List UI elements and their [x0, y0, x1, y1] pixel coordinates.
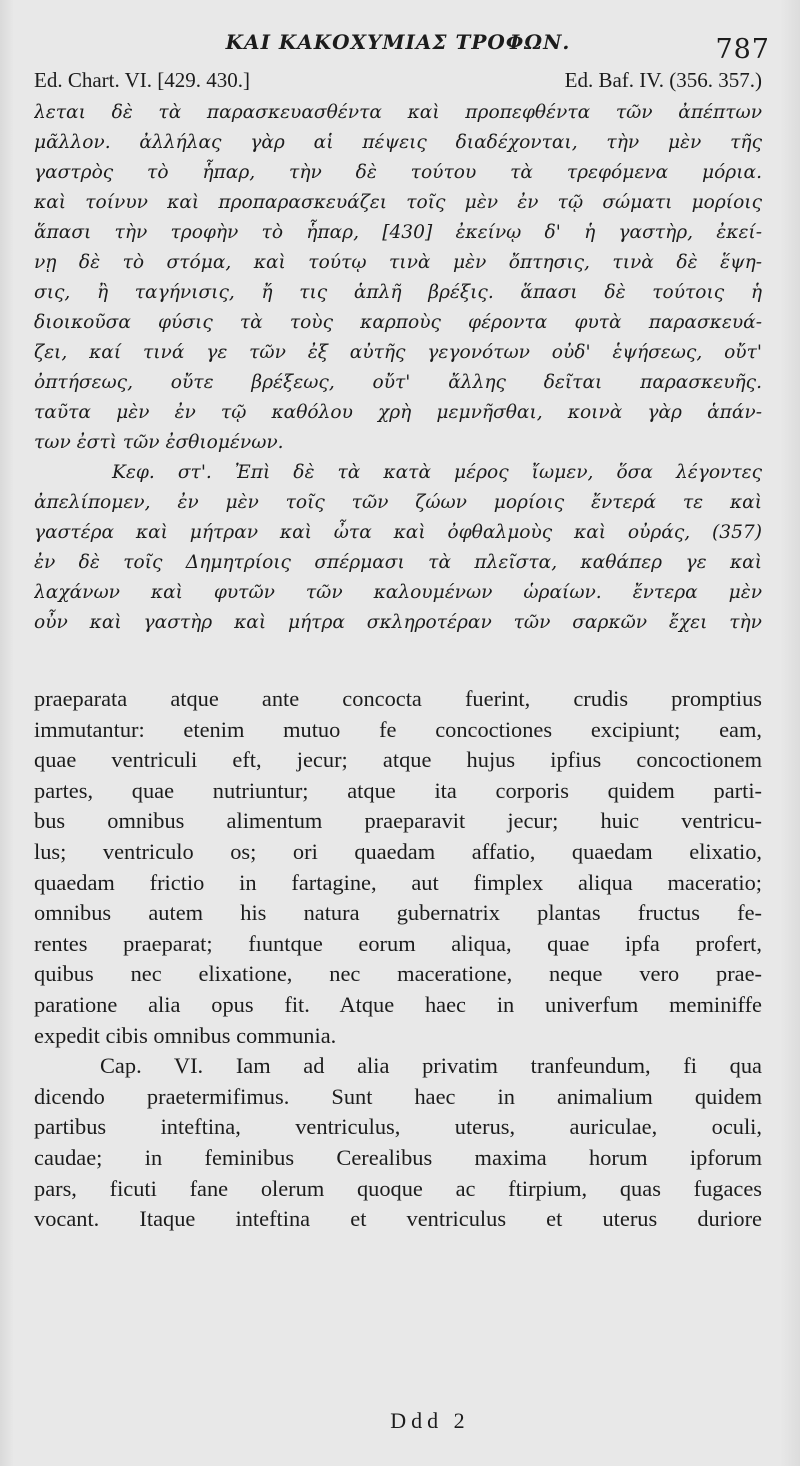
- latin-line: quibus nec elixatione, nec maceratione, neque vero prae-: [34, 961, 762, 987]
- running-head: [34, 22, 770, 65]
- greek-line: διοικοῦσα φύσις τὰ τοὺς καρποὺς φέροντα φυτὰ παρασκευά-: [34, 312, 762, 333]
- latin-line: bus omnibus alimentum praeparavit jecur; huic ventricu-: [34, 808, 762, 834]
- latin-line: omnibus autem his natura gubernatrix plantas fructus fe-: [34, 900, 762, 926]
- greek-chapter-heading-line: Κεφ. στ'. Ἐπὶ δὲ τὰ κατὰ μέρος ἴωμεν, ὅσα λέγοντες: [112, 462, 762, 483]
- latin-line: partibus inteftina, ventriculus, uterus, auriculae, oculi,: [34, 1114, 762, 1140]
- greek-line: ταῦτα μὲν ἐν τῷ καθόλου χρὴ μεμνῆσθαι, κοινὰ γὰρ ἁπάν-: [34, 402, 762, 423]
- greek-line: λεται δὲ τὰ παρασκευασθέντα καὶ προπεφθέντα τῶν ἀπέπτων: [34, 102, 762, 123]
- greek-line: νῃ δὲ τὸ στόμα, καὶ τούτῳ τινὰ μὲν ὄπτησις, τινὰ δὲ ἕψη-: [34, 252, 762, 273]
- greek-line: των ἐστὶ τῶν ἐσθιομένων.: [34, 432, 284, 453]
- edition-reference-right: Ed. Baf. IV. (356. 357.): [564, 68, 762, 92]
- greek-line: ἅπασι τὴν τροφὴν τὸ ἧπαρ, [430] ἐκείνῳ δ' ἡ γαστὴρ, ἐκεί-: [34, 222, 762, 243]
- latin-line: caudae; in feminibus Cerealibus maxima horum ipforum: [34, 1144, 762, 1170]
- running-title: ΚΑΙ ΚΑΚΟΧΥΜΙΑΣ ΤΡΟΦΩΝ.: [225, 30, 571, 54]
- edition-reference-left: Ed. Chart. VI. [429. 430.]: [34, 68, 250, 92]
- greek-line: ἀπελίπομεν, ἐν μὲν τοῖς τῶν ζώων μορίοις ἔντερά τε καὶ: [34, 492, 762, 513]
- latin-chapter-heading-line: Cap. VI. Iam ad alia privatim tranfeundum, fi qua: [100, 1053, 762, 1079]
- latin-line: expedit cibis omnibus communia.: [34, 1022, 337, 1048]
- greek-line: γαστέρα καὶ μήτραν καὶ ὦτα καὶ ὀφθαλμοὺς καὶ οὐράς, (357): [34, 522, 762, 543]
- greek-line: λαχάνων καὶ φυτῶν τῶν καλουμένων ὡραίων. ἔντερα μὲν: [34, 582, 762, 603]
- latin-line: quae ventriculi eft, jecur; atque hujus ipfius concoctionem: [34, 747, 762, 773]
- latin-line: immutantur: etenim mutuo fe concoctiones excipiunt; eam,: [34, 716, 762, 742]
- section-gap: [34, 638, 762, 684]
- greek-line: ἐν δὲ τοῖς Δημητρίοις σπέρμασι τὰ πλεῖστα, καθάπερ γε καὶ: [34, 552, 762, 573]
- latin-line: dicendo praetermifimus. Sunt haec in animalium quidem: [34, 1083, 762, 1109]
- latin-line: partes, quae nutriuntur; atque ita corporis quidem parti-: [34, 777, 762, 803]
- edition-reference-line: [34, 68, 762, 98]
- latin-line: vocant. Itaque inteftina et ventriculus et uterus duriore: [34, 1206, 762, 1232]
- signature-mark: Ddd 2: [390, 1408, 470, 1433]
- latin-text-block: [34, 684, 762, 1235]
- page-number: 787: [715, 34, 770, 65]
- latin-line: praeparata atque ante concocta fuerint, crudis promptius: [34, 686, 762, 711]
- greek-line: ζει, καί τινά γε τῶν ἐξ αὐτῆς γεγονότων οὐδ' ἑψήσεως, οὔτ': [34, 342, 762, 363]
- greek-line: ὀπτήσεως, οὔτε βρέξεως, οὔτ' ἄλλης δεῖται παρασκευῆς.: [34, 372, 762, 393]
- latin-line: paratione alia opus fit. Atque haec in univerfum meminiffe: [34, 991, 762, 1017]
- greek-line: γαστρὸς τὸ ἧπαρ, τὴν δὲ τούτου τὰ τρεφόμενα μόρια.: [34, 162, 762, 183]
- greek-line: σις, ἢ ταγήνισις, ἤ τις ἁπλῆ βρέξις. ἅπασι δὲ τούτοις ἡ: [34, 282, 762, 303]
- greek-line: καὶ τοίνυν καὶ προπαρασκευάζει τοῖς μὲν ἐν τῷ σώματι μορίοις: [34, 192, 762, 213]
- latin-line: rentes praeparat; fıuntque eorum aliqua, quae ipfa profert,: [34, 930, 762, 956]
- latin-line: lus; ventriculo os; ori quaedam affatio, quaedam elixatio,: [34, 838, 762, 864]
- greek-line: μᾶλλον. ἀλλήλας γὰρ αἱ πέψεις διαδέχονται, τὴν μὲν τῆς: [34, 132, 762, 153]
- latin-line: pars, ficuti fane olerum quoque ac ftirpium, quas fugaces: [34, 1175, 762, 1201]
- greek-text-block: [34, 98, 762, 638]
- latin-line: quaedam frictio in fartagine, aut fimplex aliqua maceratio;: [34, 869, 762, 895]
- greek-line: οὖν καὶ γαστὴρ καὶ μήτρα σκληροτέραν τῶν σαρκῶν ἔχει τὴν: [34, 612, 762, 633]
